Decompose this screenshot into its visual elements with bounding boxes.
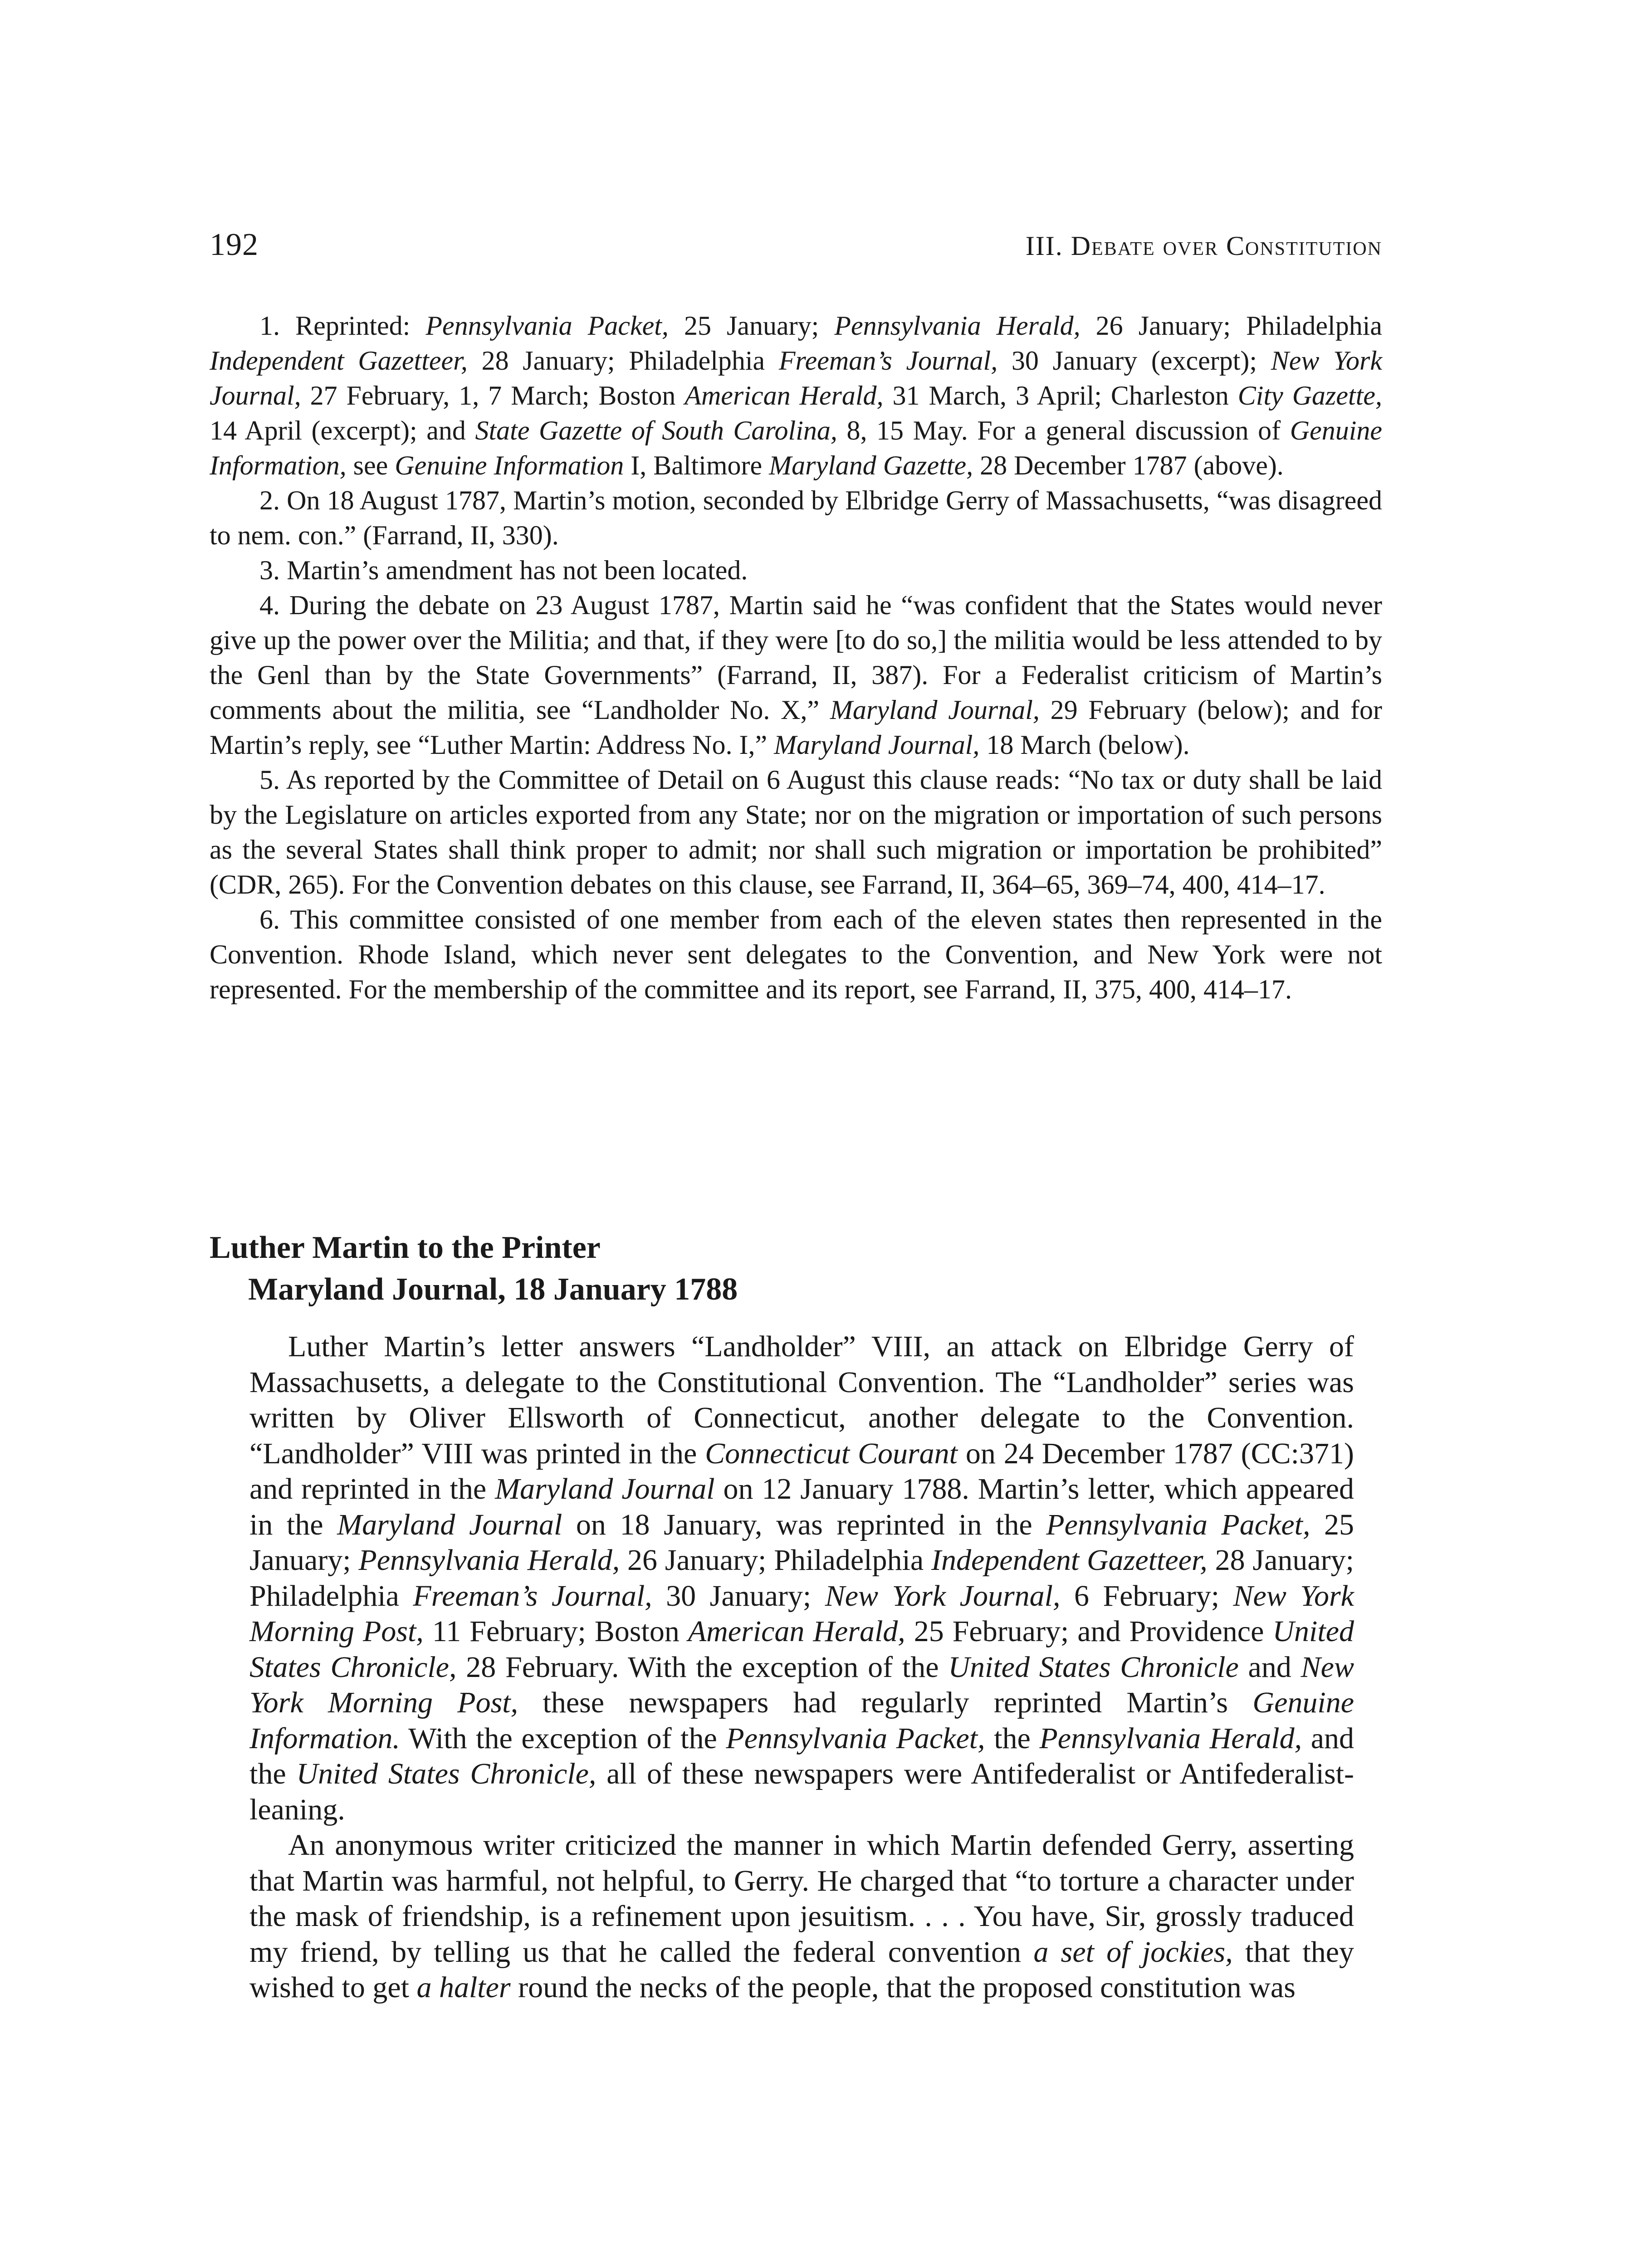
italic-title-text: Maryland Journal <box>495 1472 715 1505</box>
text-run: 28 January; Philadelphia <box>249 1544 1354 1613</box>
text-run: 1. Reprinted: <box>259 311 426 341</box>
italic-title-text: American Herald, <box>688 1615 905 1648</box>
text-run: 31 March, 3 April; Charleston <box>883 381 1238 411</box>
text-run: I, Baltimore <box>624 450 769 480</box>
italic-title-text: a halter <box>416 1971 511 2004</box>
italic-title-text: New York Morning Post, <box>249 1650 1354 1719</box>
footnote <box>210 763 1382 902</box>
italic-title-text: Genuine Information, <box>210 415 1382 480</box>
italic-title-text: Genuine Information <box>395 450 624 480</box>
text-run: that they wished to get <box>249 1935 1354 2004</box>
italic-title-text: Maryland Journal, <box>830 695 1040 725</box>
italic-title-text: Pennsylvania Herald, <box>358 1544 620 1577</box>
italic-title-text: City Gazette, <box>1237 381 1383 411</box>
text-run: 11 February; Boston <box>423 1615 688 1648</box>
text-run: 2. On 18 August 1787, Martin’s motion, seconded by Elbridge Gerry of Massachusetts, “was disagreed to nem. con.” (Farrand, II, 330). <box>210 485 1382 550</box>
text-run: on 12 January 1788. Martin’s letter, which appeared in the <box>249 1472 1354 1541</box>
italic-title-text: Freeman’s Journal, <box>413 1579 652 1613</box>
italic-title-text: United States Chronicle, <box>296 1757 596 1790</box>
italic-title-text: Pennsylvania Packet, <box>1046 1508 1310 1541</box>
italic-title-text: State Gazette of South Carolina, <box>475 415 837 445</box>
text-run: An anonymous writer criticized the manner in which Martin defended Gerry, asserting that Martin was harmful, not helpful, to Gerry. He charged that “to torture a character under the mask of friendship, is a refinement upon jesuitism. . . . You have, Sir, grossly traduced my friend, by telling us that he called the federal convention <box>249 1828 1354 1969</box>
italic-title-text: Pennsylvania Herald, <box>834 311 1081 341</box>
italic-title-text: Genuine Information. <box>249 1686 1354 1755</box>
italic-title-text: Freeman’s Journal, <box>778 346 998 376</box>
text-run: the <box>985 1721 1040 1755</box>
text-run: and the <box>249 1721 1354 1790</box>
headnote-paragraph <box>249 1828 1354 2006</box>
footnote <box>210 588 1382 763</box>
footnote <box>210 483 1382 553</box>
italic-title-text: Connecticut Courant <box>705 1437 958 1470</box>
italic-title-text: Maryland Gazette, <box>769 450 973 480</box>
text-run: 18 March (below). <box>979 730 1190 760</box>
text-run: 26 January; Philadelphia <box>620 1544 931 1577</box>
footnotes <box>210 308 1382 1007</box>
text-run: 30 January (excerpt); <box>997 346 1271 376</box>
text-run: 8, 15 May. For a general discussion of <box>837 415 1290 445</box>
text-run: 4. During the debate on 23 August 1787, Martin said he “was confident that the States would never give up the power over the Militia; and that, if they were [to do so,] the militia would be less attended to by the Genl than by the State Governments” (Farrand, II, 387). For a Federalist criticism of Martin’s comments about the militia, see “Landholder No. X,” <box>210 590 1382 725</box>
italic-title-text: United States Chronicle <box>948 1650 1239 1684</box>
text-run: 27 February, 1, 7 March; Boston <box>301 381 685 411</box>
text-run: these newspapers had regularly reprinted Martin’s <box>518 1686 1253 1719</box>
text-run: see <box>346 450 395 480</box>
text-run: 5. As reported by the Committee of Detail on 6 August this clause reads: “No tax or duty shall be laid by the Legislature on articles exported from any State; nor on the migration or importation of such persons as the several States shall think proper to admit; nor shall such migration or importation be prohibited” (CDR, 265). For the Convention debates on this clause, see Farrand, II, 364–65, 369–74, 400, 414–17. <box>210 765 1382 899</box>
italic-title-text: Independent Gazetteer, <box>931 1544 1208 1577</box>
text-run: on 24 December 1787 (CC:371) and reprinted in the <box>249 1437 1354 1505</box>
text-run: and <box>1238 1650 1301 1684</box>
document-title-line-1: Luther Martin to the Printer <box>210 1230 601 1265</box>
text-run: 3. Martin’s amendment has not been located. <box>259 555 748 585</box>
running-head <box>210 227 1382 268</box>
italic-title-text: United States Chronicle, <box>249 1615 1354 1684</box>
text-run: round the necks of the people, that the proposed constitution was <box>510 1971 1296 2004</box>
italic-title-text: New York Journal, <box>210 346 1382 411</box>
italic-title-text: Maryland Journal, <box>774 730 980 760</box>
text-run: 28 December 1787 (above). <box>973 450 1284 480</box>
text-run: 14 April (excerpt); and <box>210 415 475 445</box>
italic-title-text: Pennsylvania Packet, <box>726 1721 985 1755</box>
text-run: 6. This committee consisted of one member from each of the eleven states then represented in the Convention. Rhode Island, which never sent delegates to the Convention, and New York were not represented. For the membership of the committee and its report, see Farrand, II, 375, 400, 414–17. <box>210 904 1382 1004</box>
text-run: 25 January; <box>668 311 835 341</box>
page-number: 192 <box>210 227 259 262</box>
text-run: Luther Martin’s letter answers “Landholder” VIII, an attack on Elbridge Gerry of Massachusetts, a delegate to the Constitutional Convention. The “Landholder” series was written by Oliver Ellsworth of Connecticut, another delegate to the Convention. “Landholder” VIII was printed in the <box>249 1330 1354 1470</box>
text-run: With the exception of the <box>400 1721 726 1755</box>
italic-title-text: Independent Gazetteer, <box>210 346 468 376</box>
italic-title-text: American Herald, <box>684 381 884 411</box>
italic-title-text: Pennsylvania Packet, <box>425 311 669 341</box>
text-run: 26 January; Philadelphia <box>1080 311 1383 341</box>
footnote <box>210 553 1382 588</box>
text-run: all of these newspapers were Antifederalist or Antifederalist-leaning. <box>249 1757 1354 1826</box>
italic-title-text: Pennsylvania Herald, <box>1039 1721 1302 1755</box>
footnote <box>210 308 1382 483</box>
text-run: 30 January; <box>652 1579 825 1613</box>
text-run: 28 February. With the exception of the <box>456 1650 949 1684</box>
footnote <box>210 902 1382 1007</box>
italic-title-text: Maryland Journal <box>337 1508 562 1541</box>
text-run: 28 January; Philadelphia <box>467 346 779 376</box>
text-run: 6 February; <box>1060 1579 1233 1613</box>
italic-title-text: New York Journal, <box>825 1579 1061 1613</box>
document-title-line-2: Maryland Journal, 18 January 1788 <box>248 1272 738 1307</box>
text-run: on 18 January, was reprinted in the <box>562 1508 1046 1541</box>
text-run: 25 February; and Providence <box>905 1615 1273 1648</box>
running-title: III. Debate over Constitution <box>1025 231 1382 261</box>
text-run: 25 January; <box>249 1508 1354 1577</box>
italic-title-text: New York Morning Post, <box>249 1579 1354 1648</box>
text-run: 29 February (below); and for Martin’s reply, see “Luther Martin: Address No. I,” <box>210 695 1383 760</box>
document-title <box>210 1227 1434 1310</box>
headnote-paragraph <box>249 1329 1354 1828</box>
italic-title-text: a set of jockies, <box>1033 1935 1233 1969</box>
headnote <box>249 1329 1354 2006</box>
